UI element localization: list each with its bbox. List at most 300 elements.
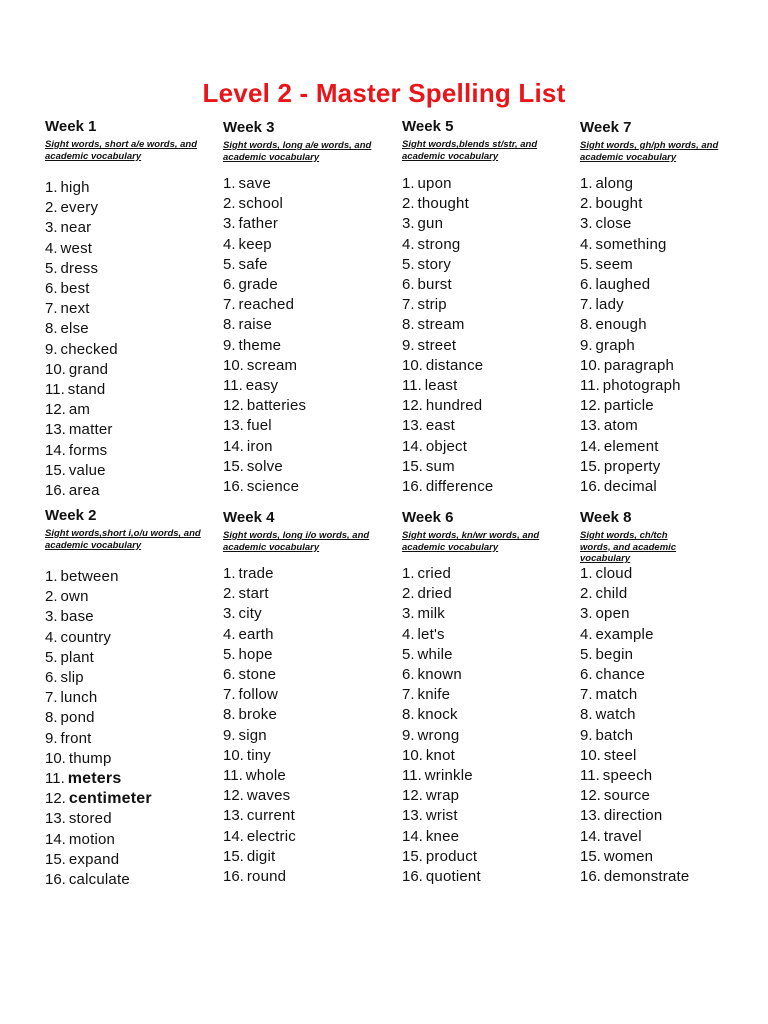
spelling-word: plant <box>60 648 95 666</box>
word-item <box>402 376 493 396</box>
spelling-word: centimeter <box>68 790 152 808</box>
word-number: 13. <box>45 810 66 828</box>
word-item <box>223 827 296 847</box>
spelling-word: milk <box>417 605 445 623</box>
word-item <box>402 295 493 315</box>
spelling-word: element <box>603 437 659 455</box>
spelling-word: close <box>595 215 632 233</box>
word-item <box>580 625 689 645</box>
word-number: 14. <box>45 830 66 848</box>
word-item <box>45 481 118 501</box>
spelling-word: wrinkle <box>424 767 473 785</box>
spelling-word: forms <box>68 441 108 459</box>
spelling-word: am <box>68 401 91 419</box>
word-number: 8. <box>402 316 415 334</box>
spelling-word: east <box>425 417 456 435</box>
word-number: 3. <box>45 608 58 626</box>
word-number: 10. <box>45 749 66 767</box>
word-item <box>223 315 306 335</box>
word-number: 12. <box>402 397 423 415</box>
week-subtitle: Sight words, long i/o words, and academic vocabulary <box>223 530 370 553</box>
spelling-word: matter <box>68 421 113 439</box>
word-item <box>223 806 296 826</box>
word-item <box>45 769 152 789</box>
word-item <box>580 416 681 436</box>
spelling-word: cried <box>417 565 452 582</box>
word-item <box>402 416 493 436</box>
spelling-word: source <box>603 787 651 805</box>
word-number: 12. <box>580 397 601 415</box>
word-number: 16. <box>223 478 244 496</box>
word-item <box>402 625 481 645</box>
spelling-word: grand <box>68 360 109 378</box>
spelling-word: tiny <box>246 746 272 764</box>
word-number: 1. <box>402 565 415 582</box>
spelling-word: grade <box>238 276 278 294</box>
spelling-word: next <box>60 300 90 318</box>
spelling-word: save <box>238 175 272 192</box>
word-item <box>402 477 493 497</box>
spelling-word: hundred <box>425 397 483 415</box>
word-number: 6. <box>45 669 58 687</box>
word-number: 6. <box>580 276 593 294</box>
word-item <box>45 587 152 607</box>
spelling-word: street <box>417 336 457 354</box>
word-number: 9. <box>45 729 58 747</box>
week-8-block <box>580 509 758 886</box>
word-number: 1. <box>580 565 593 582</box>
word-item <box>402 315 493 335</box>
word-item <box>45 607 152 627</box>
spelling-word: dress <box>60 259 99 277</box>
word-item <box>580 194 681 214</box>
spelling-word: stream <box>417 316 465 334</box>
word-item <box>45 239 118 259</box>
word-item <box>580 827 689 847</box>
word-item <box>45 830 152 850</box>
word-number: 4. <box>580 235 593 253</box>
spelling-word: sign <box>238 726 267 744</box>
word-item <box>580 336 681 356</box>
word-item <box>580 766 689 786</box>
word-item <box>580 847 689 867</box>
word-item <box>45 729 152 749</box>
word-number: 15. <box>580 457 601 475</box>
word-number: 6. <box>580 666 593 684</box>
spelling-word: stored <box>68 810 112 828</box>
spelling-word: knock <box>417 706 458 724</box>
word-number: 9. <box>223 726 236 744</box>
word-number: 15. <box>45 850 66 868</box>
word-item <box>580 356 681 376</box>
word-number: 11. <box>45 381 65 399</box>
spelling-word: pond <box>60 709 95 727</box>
word-item <box>402 275 493 295</box>
word-number: 5. <box>223 255 236 273</box>
word-number: 15. <box>580 847 601 865</box>
week-title: Week 5 <box>402 118 454 135</box>
word-number: 2. <box>45 199 58 217</box>
spelling-word: scream <box>246 356 298 374</box>
word-number: 2. <box>45 588 58 606</box>
spelling-word: wrap <box>425 787 460 805</box>
spelling-word: broke <box>238 706 278 724</box>
word-number: 10. <box>223 746 244 764</box>
word-item <box>223 376 306 396</box>
word-number: 9. <box>402 726 415 744</box>
word-item <box>223 235 306 255</box>
word-number: 1. <box>402 175 415 192</box>
word-number: 1. <box>45 179 58 196</box>
week-subtitle: Sight words,short i,o/u words, and academic vocabulary <box>45 528 201 551</box>
week-subtitle: Sight words,blends st/str, and academic vocabulary <box>402 139 538 162</box>
word-item <box>45 340 118 360</box>
spelling-word: paragraph <box>603 356 675 374</box>
spelling-word: calculate <box>68 871 130 889</box>
word-number: 6. <box>402 276 415 294</box>
word-number: 3. <box>402 605 415 623</box>
spelling-word: follow <box>238 686 279 704</box>
spelling-word: every <box>60 199 99 217</box>
word-item <box>223 214 306 234</box>
word-item <box>223 564 296 584</box>
word-number: 9. <box>402 336 415 354</box>
word-item <box>402 665 481 685</box>
word-number: 8. <box>223 706 236 724</box>
word-number: 16. <box>580 868 601 886</box>
word-number: 15. <box>45 461 66 479</box>
word-number: 16. <box>45 871 66 889</box>
word-item <box>223 174 306 194</box>
spelling-word: fuel <box>246 417 272 435</box>
word-number: 1. <box>223 565 236 582</box>
word-number: 4. <box>45 628 58 646</box>
spelling-word: meters <box>67 770 122 788</box>
spelling-word: high <box>60 179 90 196</box>
word-item <box>45 218 118 238</box>
word-number: 10. <box>580 356 601 374</box>
word-number: 13. <box>402 417 423 435</box>
word-item <box>223 477 306 497</box>
word-item <box>45 567 152 587</box>
spelling-word: match <box>595 686 638 704</box>
word-number: 1. <box>580 175 593 192</box>
word-number: 14. <box>223 827 244 845</box>
word-item <box>223 766 296 786</box>
spelling-word: trade <box>238 565 274 582</box>
word-item <box>580 645 689 665</box>
word-number: 11. <box>223 767 243 785</box>
word-number: 8. <box>402 706 415 724</box>
word-item <box>402 847 481 867</box>
week-title: Week 7 <box>580 119 632 136</box>
spelling-word: round <box>246 868 287 886</box>
word-number: 3. <box>45 219 58 237</box>
spelling-word: iron <box>246 437 273 455</box>
word-number: 14. <box>580 437 601 455</box>
word-item <box>223 786 296 806</box>
spelling-word: knife <box>417 686 451 704</box>
word-item <box>223 685 296 705</box>
word-item <box>45 628 152 648</box>
word-list <box>402 174 493 497</box>
spelling-word: else <box>60 320 89 338</box>
word-item <box>45 420 118 440</box>
spelling-word: between <box>60 568 119 585</box>
word-number: 16. <box>580 478 601 496</box>
word-item <box>45 380 118 400</box>
week-7-block <box>580 119 758 496</box>
word-number: 12. <box>402 787 423 805</box>
word-number: 8. <box>45 709 58 727</box>
word-number: 14. <box>223 437 244 455</box>
spelling-word: strong <box>417 235 461 253</box>
word-number: 13. <box>223 807 244 825</box>
word-item <box>580 235 681 255</box>
word-number: 2. <box>580 585 593 603</box>
spelling-word: raise <box>238 316 273 334</box>
word-number: 3. <box>580 605 593 623</box>
word-item <box>402 194 493 214</box>
word-item <box>45 299 118 319</box>
word-item <box>45 749 152 769</box>
word-item <box>223 396 306 416</box>
spelling-word: story <box>417 255 452 273</box>
spelling-word: digit <box>246 847 276 865</box>
spelling-word: earth <box>238 625 274 643</box>
spelling-word: safe <box>238 255 268 273</box>
spelling-word: batteries <box>246 397 307 415</box>
word-number: 8. <box>223 316 236 334</box>
week-subtitle: Sight words, short a/e words, and academic vocabulary <box>45 139 198 162</box>
word-number: 4. <box>402 235 415 253</box>
word-number: 15. <box>402 457 423 475</box>
spelling-word: science <box>246 478 300 496</box>
spelling-word: burst <box>417 276 452 294</box>
word-number: 10. <box>580 746 601 764</box>
word-number: 5. <box>45 648 58 666</box>
spelling-word: batch <box>595 726 634 744</box>
word-item <box>580 746 689 766</box>
word-item <box>45 789 152 809</box>
word-item <box>223 194 306 214</box>
word-item <box>580 477 681 497</box>
word-item <box>223 295 306 315</box>
week-title: Week 6 <box>402 509 454 526</box>
word-item <box>45 319 118 339</box>
word-item <box>223 275 306 295</box>
word-number: 5. <box>402 255 415 273</box>
spelling-word: least <box>424 377 458 395</box>
spelling-word: stone <box>238 666 277 684</box>
spelling-word: wrist <box>425 807 458 825</box>
word-item <box>402 705 481 725</box>
spelling-word: start <box>238 585 269 603</box>
word-item <box>402 726 481 746</box>
week-title: Week 8 <box>580 509 632 526</box>
word-number: 7. <box>402 296 415 314</box>
word-number: 9. <box>580 336 593 354</box>
week-title: Week 4 <box>223 509 275 526</box>
word-number: 1. <box>45 568 58 585</box>
word-item <box>580 604 689 624</box>
word-number: 7. <box>580 296 593 314</box>
word-item <box>223 457 306 477</box>
spelling-word: area <box>68 482 100 500</box>
word-number: 9. <box>45 340 58 358</box>
word-item <box>223 356 306 376</box>
word-item <box>580 867 689 887</box>
week-title: Week 1 <box>45 118 97 135</box>
word-item <box>223 746 296 766</box>
spelling-word: along <box>595 175 634 192</box>
word-item <box>223 705 296 725</box>
word-item <box>402 214 493 234</box>
spelling-word: whole <box>245 767 286 785</box>
week-subtitle: Sight words, ch/tch words, and academic vocabulary <box>580 530 677 564</box>
word-item <box>402 584 481 604</box>
word-number: 5. <box>402 645 415 663</box>
word-item <box>45 809 152 829</box>
spelling-word: atom <box>603 417 639 435</box>
word-item <box>402 806 481 826</box>
spelling-word: graph <box>595 336 635 354</box>
word-list <box>402 564 481 887</box>
word-number: 11. <box>223 377 243 395</box>
word-item <box>580 295 681 315</box>
spelling-word: particle <box>603 397 654 415</box>
word-number: 2. <box>223 195 236 213</box>
word-number: 7. <box>45 689 58 707</box>
word-number: 11. <box>402 377 422 395</box>
word-number: 16. <box>223 868 244 886</box>
spelling-word: waves <box>246 787 291 805</box>
spelling-word: slip <box>60 669 84 687</box>
word-number: 2. <box>580 195 593 213</box>
word-number: 4. <box>580 625 593 643</box>
spelling-word: thought <box>417 195 469 213</box>
word-number: 4. <box>45 239 58 257</box>
week-subtitle: Sight words, gh/ph words, and academic vocabulary <box>580 140 719 163</box>
spelling-word: wrong <box>417 726 460 744</box>
word-item <box>580 255 681 275</box>
word-number: 10. <box>402 356 423 374</box>
word-item <box>580 315 681 335</box>
word-item <box>45 400 118 420</box>
word-item <box>580 214 681 234</box>
spelling-word: strip <box>417 296 447 314</box>
word-number: 10. <box>402 746 423 764</box>
page-title: Level 2 - Master Spelling List <box>202 78 566 108</box>
spelling-word: stand <box>67 381 106 399</box>
week-2-block <box>45 507 223 889</box>
spelling-word: travel <box>603 827 642 845</box>
spelling-word: solve <box>246 457 283 475</box>
word-number: 9. <box>580 726 593 744</box>
word-number: 13. <box>580 417 601 435</box>
word-number: 6. <box>45 280 58 298</box>
spelling-word: lunch <box>60 689 98 707</box>
spelling-word: speech <box>602 767 653 785</box>
word-number: 3. <box>223 215 236 233</box>
spelling-word: seem <box>595 255 633 273</box>
word-number: 8. <box>45 320 58 338</box>
word-item <box>223 645 296 665</box>
word-item <box>402 437 493 457</box>
word-number: 11. <box>580 767 600 785</box>
week-title: Week 3 <box>223 119 275 136</box>
spelling-word: country <box>60 628 112 646</box>
word-item <box>223 726 296 746</box>
spelling-word: demonstrate <box>603 868 690 886</box>
word-number: 16. <box>402 868 423 886</box>
word-number: 16. <box>402 478 423 496</box>
word-number: 3. <box>402 215 415 233</box>
spelling-word: quotient <box>425 868 481 886</box>
word-item <box>223 416 306 436</box>
word-item <box>402 457 493 477</box>
spelling-word: photograph <box>602 377 681 395</box>
word-item <box>580 457 681 477</box>
word-item <box>402 336 493 356</box>
spelling-word: keep <box>238 235 272 253</box>
word-item <box>402 396 493 416</box>
word-number: 12. <box>580 787 601 805</box>
word-item <box>402 255 493 275</box>
word-number: 14. <box>580 827 601 845</box>
word-number: 6. <box>402 666 415 684</box>
word-number: 13. <box>223 417 244 435</box>
word-number: 14. <box>402 827 423 845</box>
word-item <box>45 461 118 481</box>
word-number: 7. <box>580 686 593 704</box>
word-number: 5. <box>223 645 236 663</box>
word-number: 15. <box>223 457 244 475</box>
word-item <box>580 396 681 416</box>
word-number: 8. <box>580 316 593 334</box>
spelling-word: steel <box>603 746 637 764</box>
word-item <box>580 786 689 806</box>
word-item <box>223 584 296 604</box>
word-item <box>223 437 306 457</box>
word-number: 6. <box>223 276 236 294</box>
spelling-word: enough <box>595 316 647 334</box>
word-list <box>580 564 689 887</box>
spelling-word: chance <box>595 666 646 684</box>
spelling-word: upon <box>417 175 452 192</box>
word-list <box>223 174 306 497</box>
spelling-word: begin <box>595 645 634 663</box>
spelling-word: knot <box>425 746 456 764</box>
word-list <box>580 174 681 497</box>
spelling-word: base <box>60 608 94 626</box>
spelling-word: gun <box>417 215 444 233</box>
word-item <box>45 360 118 380</box>
word-number: 13. <box>402 807 423 825</box>
word-item <box>580 275 681 295</box>
word-item <box>45 870 152 890</box>
spelling-word: something <box>595 235 667 253</box>
word-number: 4. <box>402 625 415 643</box>
word-item <box>580 564 689 584</box>
spelling-word: direction <box>603 807 663 825</box>
spelling-word: best <box>60 280 90 298</box>
week-subtitle: Sight words, kn/wr words, and academic vocabulary <box>402 530 540 553</box>
spelling-word: expand <box>68 850 120 868</box>
word-number: 8. <box>580 706 593 724</box>
spelling-word: open <box>595 605 630 623</box>
word-item <box>402 645 481 665</box>
